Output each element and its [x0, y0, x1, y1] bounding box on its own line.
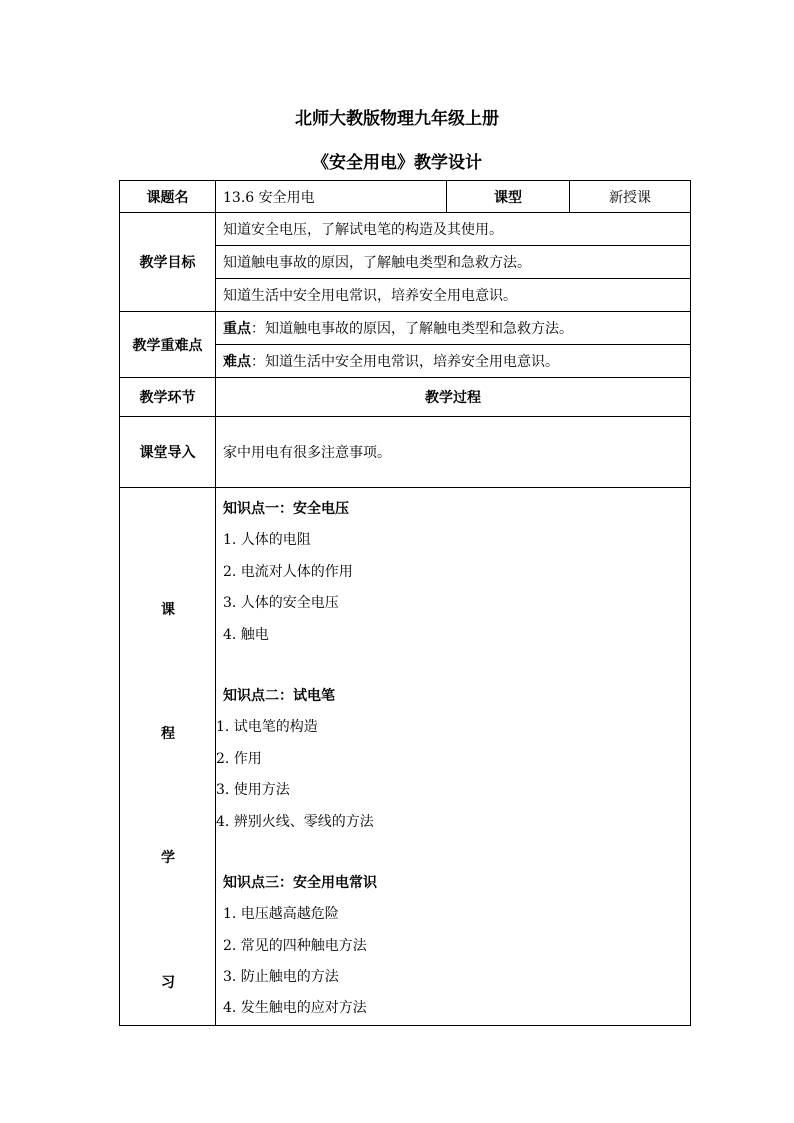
stage-header: 教学环节 [120, 378, 216, 417]
goal-row [120, 213, 691, 246]
section-item: 3. 人体的安全电压 [223, 595, 339, 612]
goal-item: 知道安全电压，了解试电笔的构造及其使用。 [216, 213, 691, 246]
document-title: 北师大教版物理九年级上册 [295, 109, 499, 129]
section-title: 知识点一：安全电压 [223, 501, 349, 517]
process-header: 教学过程 [216, 378, 691, 417]
section-item: 4. 触电 [223, 626, 269, 643]
topic-value: 13.6 安全用电 [216, 181, 447, 213]
hard-point-text: ：知道生活中安全用电常识，培养安全用电意识。 [251, 354, 559, 370]
learning-row [120, 488, 691, 1026]
intro-row [120, 417, 691, 488]
key-point-text: ：知道触电事故的原因，了解触电类型和急救方法。 [251, 321, 573, 337]
side-char: 学 [161, 850, 175, 866]
section-item: 2. 常见的四种触电方法 [223, 937, 367, 954]
lesson-plan-table [119, 180, 691, 1026]
section-title: 知识点三：安全用电常识 [223, 874, 377, 891]
hard-point-cell [216, 345, 691, 378]
side-char: 习 [161, 975, 175, 991]
hard-point-label: 难点 [223, 354, 251, 370]
key-point-row [120, 312, 691, 345]
section-title: 知识点二：试电笔 [223, 687, 335, 704]
goals-label: 教学目标 [120, 213, 216, 312]
document-subtitle: 《安全用电》教学设计 [312, 153, 482, 173]
type-label: 课型 [447, 181, 570, 213]
side-char: 程 [161, 726, 175, 742]
section-item: 1. 人体的电阻 [223, 532, 311, 549]
section-item: 1. 电压越高越危险 [223, 906, 339, 923]
intro-label: 课堂导入 [120, 417, 216, 488]
goal-item: 知道触电事故的原因，了解触电类型和急救方法。 [216, 246, 691, 279]
section-gap [223, 651, 683, 681]
key-points-label: 教学重难点 [120, 312, 216, 378]
section-item: 4. 发生触电的应对方法 [223, 1000, 367, 1017]
intro-text: 家中用电有很多注意事项。 [216, 417, 691, 488]
key-point-cell [216, 312, 691, 345]
section-gap [223, 838, 683, 868]
section-item: 3. 防止触电的方法 [223, 969, 339, 986]
type-value: 新授课 [570, 181, 691, 213]
section-item: 1. 试电笔的构造 [216, 719, 318, 736]
key-point-label: 重点 [223, 321, 251, 337]
learning-content [216, 488, 691, 1026]
topic-row [120, 181, 691, 213]
section-item: 4. 辨别火线、零线的方法 [216, 813, 374, 830]
process-header-row [120, 378, 691, 417]
section-item: 2. 电流对人体的作用 [223, 563, 353, 580]
section-item: 2. 作用 [216, 750, 262, 767]
goal-item: 知道生活中安全用电常识，培养安全用电意识。 [216, 279, 691, 312]
learning-side-label [120, 488, 216, 1026]
section-item: 3. 使用方法 [216, 782, 290, 799]
side-char: 课 [161, 602, 175, 618]
topic-label: 课题名 [120, 181, 216, 213]
